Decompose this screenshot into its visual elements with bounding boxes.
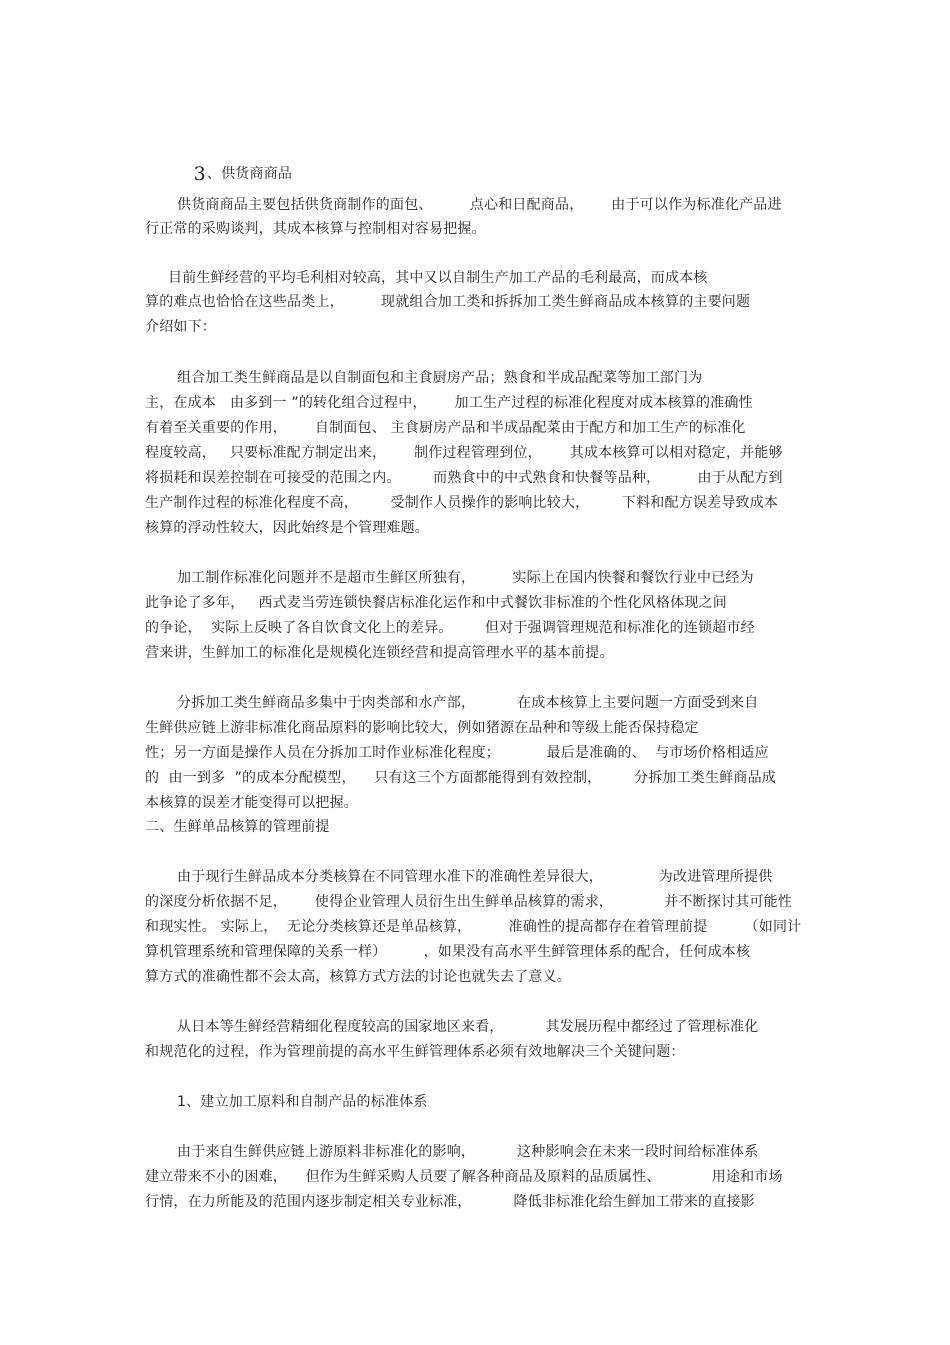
paragraph-line: 算方式的准确性都不会太高，核算方式方法的讨论也就失去了意义。 bbox=[145, 969, 571, 985]
paragraph-line: 供货商商品主要包括供货商制作的面包、 点心和日配商品， 由于可以作为标准化产品进 bbox=[177, 197, 782, 213]
paragraph-line: 生产制作过程的标准化程度不高， 受制作人员操作的影响比较大， 下料和配方误差导致成本 bbox=[145, 495, 779, 511]
paragraph-line: 算的难点也恰恰在这些品类上， 现就组合加工类和拆拆加工类生鲜商品成本核算的主要问题 bbox=[145, 294, 751, 310]
paragraph-line: 有着至关重要的作用， 自制面包、 主食厨房产品和半成品配菜由于配方和加工生产的标准化 bbox=[145, 420, 746, 436]
paragraph-line: 本核算的误差才能变得可以把握。 bbox=[145, 795, 358, 811]
paragraph-line: 的深度分析依据不足， 使得企业管理人员衍生出生鲜单品核算的需求， 并不断探讨其可能性 bbox=[145, 894, 793, 910]
heading-number: 3 bbox=[193, 163, 206, 185]
paragraph-line: 加工制作标准化问题并不是超市生鲜区所独有， 实际上在国内快餐和餐饮行业中已经为 bbox=[177, 570, 754, 586]
paragraph-line: 分拆加工类生鲜商品多集中于肉类部和水产部， 在成本核算上主要问题一方面受到来自 bbox=[177, 695, 759, 711]
paragraph-line: 由于现行生鲜品成本分类核算在不同管理水准下的准确性差异很大， 为改进管理所提供 bbox=[177, 869, 773, 885]
paragraph-line: 算机管理系统和管理保障的关系一样） ，如果没有高水平生鲜管理体系的配合，任何成本核 bbox=[145, 944, 751, 960]
heading-text: 、供货商商品 bbox=[206, 166, 293, 182]
paragraph-line: 将损耗和误差控制在可接受的范围之内。 而熟食中的中式熟食和快餐等品种， 由于从配方到 bbox=[145, 470, 783, 486]
paragraph-line: 由于来自生鲜供应链上游原料非标准化的影响， 这种影响会在未来一段时间给标准体系 bbox=[177, 1144, 759, 1160]
paragraph-line: 介绍如下： bbox=[145, 319, 216, 335]
section-heading: 二、生鲜单品核算的管理前提 bbox=[145, 819, 330, 835]
paragraph-line: 核算的浮动性较大，因此始终是个管理难题。 bbox=[145, 520, 429, 536]
paragraph-line: 行情，在力所能及的范围内逐步制定相关专业标准， 降低非标准化给生鲜加工带来的直接影 bbox=[145, 1194, 755, 1210]
paragraph-line: 性；另一方面是操作人员在分拆加工时作业标准化程度； 最后是准确的、 与市场价格相适应 bbox=[145, 745, 769, 761]
paragraph-line: 建立带来不小的困难， 但作为生鲜采购人员要了解各种商品及原料的品质属性、 用途和市场 bbox=[145, 1169, 783, 1185]
paragraph-line: 从日本等生鲜经营精细化程度较高的国家地区来看， 其发展历程中都经过了管理标准化 bbox=[177, 1019, 759, 1035]
paragraph-line: 生鲜供应链上游非标准化商品原料的影响比较大，例如猪源在品种和等级上能否保持稳定 bbox=[145, 720, 699, 736]
sub-heading: 1、建立加工原料和自制产品的标准体系 bbox=[177, 1094, 428, 1110]
paragraph-line: 的争论， 实际上反映了各自饮食文化上的差异。 但对于强调管理规范和标准化的连锁超市经 bbox=[145, 620, 755, 636]
paragraph-line: 主，在成本 由多到一 ”的转化组合过程中， 加工生产过程的标准化程度对成本核算的准确性 bbox=[145, 395, 753, 411]
paragraph-line: 目前生鲜经营的平均毛利相对较高，其中又以自制生产加工产品的毛利最高，而成本核 bbox=[168, 270, 708, 286]
paragraph-line: 营来讲，生鲜加工的标准化是规模化连锁经营和提高管理水平的基本前提。 bbox=[145, 645, 614, 661]
paragraph-line: 和现实性。 实际上， 无论分类核算还是单品核算， 准确性的提高都存在着管理前提 （如同计 bbox=[145, 919, 802, 935]
paragraph-line: 的 由一到多 ”的成本分配模型， 只有这三个方面都能得到有效控制， 分拆加工类生鲜商品成 bbox=[145, 770, 777, 786]
paragraph-line: 行正常的采购谈判，其成本核算与控制相对容易把握。 bbox=[145, 221, 486, 237]
paragraph-line: 和规范化的过程，作为管理前提的高水平生鲜管理体系必须有效地解决三个关键问题： bbox=[145, 1044, 685, 1060]
paragraph-line: 组合加工类生鲜商品是以自制面包和主食厨房产品；熟食和半成品配菜等加工部门为 bbox=[177, 370, 703, 386]
paragraph-line: 程度较高， 只要标准配方制定出来， 制作过程管理到位， 其成本核算可以相对稳定，并能够 bbox=[145, 445, 783, 461]
paragraph-line: 此争论了多年， 西式麦当劳连锁快餐店标准化运作和中式餐饮非标准的个性化风格体现之间 bbox=[145, 595, 727, 611]
